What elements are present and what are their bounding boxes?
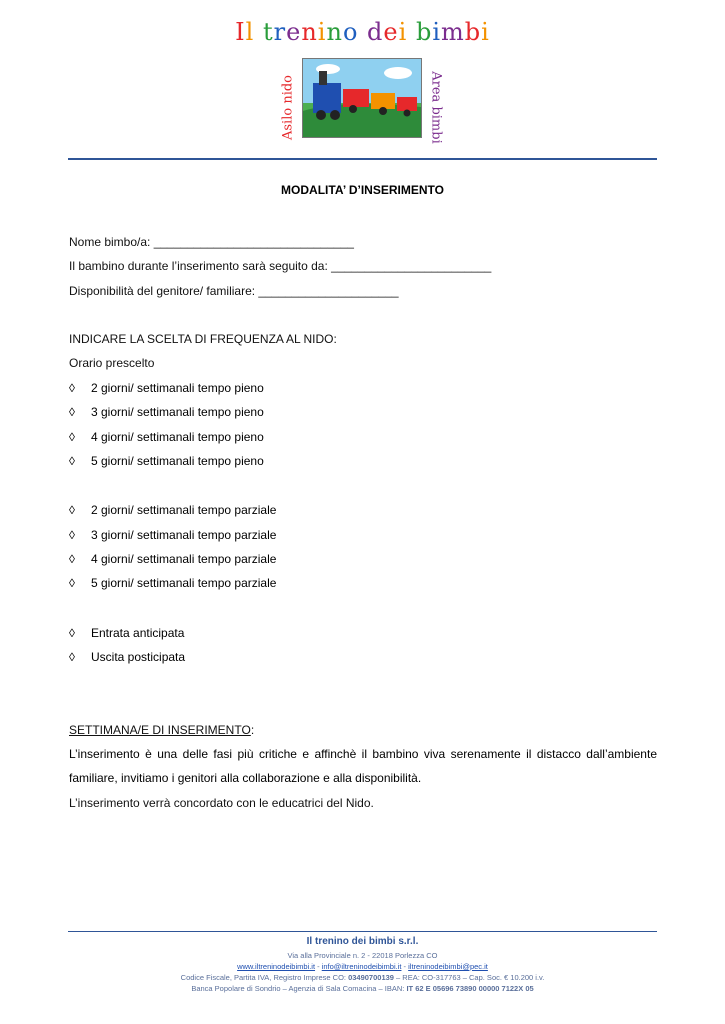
page-title: MODALITA’ D’INSERIMENTO [281, 183, 444, 197]
train-illustration [302, 58, 422, 138]
field-parent-availability: Disponibilità del genitore/ familiare: _____________________ [69, 284, 399, 298]
section-heading: INDICARE LA SCELTA DI FREQUENZA AL NIDO: [69, 332, 337, 346]
diamond-icon: ◊ [69, 381, 75, 395]
pec-link[interactable]: iltreninodeibimbi@pec.it [408, 962, 488, 971]
field-followed-by: Il bambino durante l’inserimento sarà seguito da: ________________________ [69, 259, 492, 273]
diamond-icon: ◊ [69, 503, 75, 517]
footer-company: Il trenino dei bimbi s.r.l. [306, 936, 419, 947]
footer-links: www.iltreninodeibimbi.it - info@iltreninodeibimbi.it - iltreninodeibimbi@pec.it [237, 962, 488, 971]
option-late-exit: ◊ Uscita posticipata [69, 650, 186, 664]
logo-title: Il trenino dei bimbi [235, 18, 490, 46]
option-full-4: ◊ 4 giorni/ settimanali tempo pieno [69, 430, 264, 444]
week-heading: SETTIMANA/E DI INSERIMENTO: [69, 723, 255, 737]
option-part-4: ◊ 4 giorni/ settimanali tempo parziale [69, 552, 277, 566]
diamond-icon: ◊ [69, 405, 75, 419]
field-child-name: Nome bimbo/a: ______________________________ [69, 235, 354, 249]
diamond-icon: ◊ [69, 576, 75, 590]
option-part-3: ◊ 3 giorni/ settimanali tempo parziale [69, 528, 277, 542]
email-link[interactable]: info@iltreninodeibimbi.it [321, 962, 402, 971]
paragraph-agreement: L’inserimento verrà concordato con le educatrici del Nido. [69, 796, 374, 810]
diamond-icon: ◊ [69, 650, 75, 664]
orario-label: Orario prescelto [69, 356, 155, 370]
diamond-icon: ◊ [69, 626, 75, 640]
website-link[interactable]: www.iltreninodeibimbi.it [237, 962, 316, 971]
option-early-entry: ◊ Entrata anticipata [69, 626, 185, 640]
diamond-icon: ◊ [69, 430, 75, 444]
footer-address: Via alla Provinciale n. 2 - 22018 Porlezza CO [287, 951, 438, 960]
header-divider [68, 158, 657, 160]
option-full-3: ◊ 3 giorni/ settimanali tempo pieno [69, 405, 264, 419]
option-part-5: ◊ 5 giorni/ settimanali tempo parziale [69, 576, 277, 590]
diamond-icon: ◊ [69, 552, 75, 566]
option-part-2: ◊ 2 giorni/ settimanali tempo parziale [69, 503, 277, 517]
diamond-icon: ◊ [69, 454, 75, 468]
footer-divider [68, 931, 657, 932]
paragraph-intro: L’inserimento è una delle fasi più critiche e affinchè il bambino viva serenamente il distacco dall’ambiente familiare, invitiamo i genitori alla collaborazione e alla disponibilità. [69, 747, 657, 785]
option-full-5: ◊ 5 giorni/ settimanali tempo pieno [69, 454, 264, 468]
footer-bank: Banca Popolare di Sondrio – Agenzia di Sala Comacina – IBAN: IT 62 E 05696 73890 00000 7122X 05 [191, 984, 534, 993]
diamond-icon: ◊ [69, 528, 75, 542]
footer-fiscal: Codice Fiscale, Partita IVA, Registro Imprese CO: 03490700139 – REA: CO-317763 – Cap. Soc. € 10.200 i.v. [180, 973, 545, 982]
side-label-right: Area bimbi [428, 71, 444, 144]
side-label-left: Asilo nido [280, 75, 296, 141]
option-full-2: ◊ 2 giorni/ settimanali tempo pieno [69, 381, 264, 395]
